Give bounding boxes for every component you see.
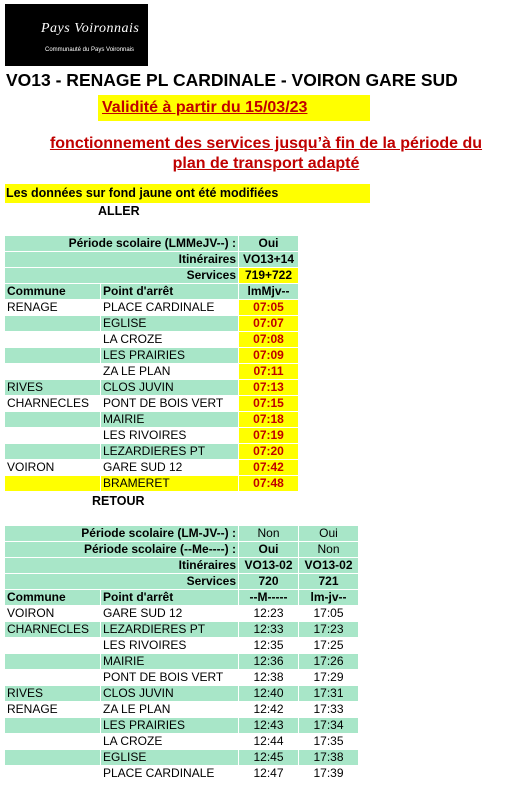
retour-time1-cell: 12:38 (239, 670, 299, 686)
retour-itineraires-value-2: VO13-02 (299, 558, 359, 574)
aller-commune-cell (5, 348, 101, 364)
retour-table-row (5, 766, 359, 782)
retour-commune-cell (5, 654, 101, 670)
aller-commune-cell (5, 412, 101, 428)
aller-commune-cell (5, 428, 101, 444)
page-title: VO13 - RENAGE PL CARDINALE - VOIRON GARE SUD (6, 70, 458, 90)
aller-commune-cell (5, 444, 101, 460)
retour-time1-cell: 12:36 (239, 654, 299, 670)
retour-commune-cell (5, 638, 101, 654)
retour-time2-cell: 17:25 (299, 638, 359, 654)
aller-time-cell: 07:11 (239, 364, 299, 380)
retour-commune-cell (5, 670, 101, 686)
retour-arret-cell: ZA LE PLAN (101, 702, 239, 718)
aller-commune-cell (5, 332, 101, 348)
retour-time1-cell: 12:47 (239, 766, 299, 782)
aller-commune-cell: RENAGE (5, 300, 101, 316)
aller-services-value: 719+722 (239, 268, 299, 284)
aller-periode-label: Période scolaire (LMMeJV--) : (5, 236, 239, 252)
aller-periode-value: Oui (239, 236, 299, 252)
retour-table-row (5, 718, 359, 734)
retour-arret-cell: LES PRAIRIES (101, 718, 239, 734)
retour-services-label: Services (5, 574, 239, 590)
retour-time1-cell: 12:45 (239, 750, 299, 766)
retour-table-row (5, 734, 359, 750)
aller-table-row (5, 364, 299, 380)
retour-col-days-2: lm-jv-- (299, 590, 359, 606)
aller-col-days: lmMjv-- (239, 284, 299, 300)
retour-arret-cell: LA CROZE (101, 734, 239, 750)
aller-time-cell: 07:19 (239, 428, 299, 444)
retour-col-commune: Commune (5, 590, 101, 606)
aller-time-cell: 07:13 (239, 380, 299, 396)
retour-periode1-value-2: Oui (299, 526, 359, 542)
modified-data-note: Les données sur fond jaune ont été modifiées (5, 184, 370, 203)
retour-time2-cell: 17:38 (299, 750, 359, 766)
retour-table-row (5, 702, 359, 718)
retour-periode2-value-2: Non (299, 542, 359, 558)
retour-commune-cell: VOIRON (5, 606, 101, 622)
aller-table-row (5, 396, 299, 412)
retour-arret-cell: CLOS JUVIN (101, 686, 239, 702)
retour-table-row (5, 622, 359, 638)
retour-time2-cell: 17:29 (299, 670, 359, 686)
aller-table-row (5, 348, 299, 364)
aller-time-cell: 07:09 (239, 348, 299, 364)
aller-itineraires-label: Itinéraires (5, 252, 239, 268)
retour-arret-cell: GARE SUD 12 (101, 606, 239, 622)
retour-time1-cell: 12:44 (239, 734, 299, 750)
aller-table-row (5, 380, 299, 396)
aller-time-cell: 07:07 (239, 316, 299, 332)
aller-arret-cell: EGLISE (101, 316, 239, 332)
retour-arret-cell: PONT DE BOIS VERT (101, 670, 239, 686)
aller-arret-cell: LA CROZE (101, 332, 239, 348)
retour-table-row (5, 670, 359, 686)
aller-timetable (4, 235, 299, 492)
aller-time-cell: 07:20 (239, 444, 299, 460)
aller-arret-cell: PONT DE BOIS VERT (101, 396, 239, 412)
retour-commune-cell (5, 750, 101, 766)
aller-commune-cell (5, 476, 101, 492)
service-notice-line1: fonctionnement des services jusqu’à fin de la période du (49, 135, 483, 152)
aller-itineraires-value: VO13+14 (239, 252, 299, 268)
retour-label: RETOUR (92, 494, 145, 508)
aller-label: ALLER (98, 204, 140, 218)
retour-time1-cell: 12:23 (239, 606, 299, 622)
aller-arret-cell: LES PRAIRIES (101, 348, 239, 364)
retour-arret-cell: LES RIVOIRES (101, 638, 239, 654)
logo-text: Pays Voironnais (41, 21, 140, 36)
aller-table-row (5, 428, 299, 444)
retour-time2-cell: 17:31 (299, 686, 359, 702)
aller-arret-cell: PLACE CARDINALE (101, 300, 239, 316)
validity-banner: Validité à partir du 15/03/23 (98, 95, 370, 121)
aller-time-cell: 07:48 (239, 476, 299, 492)
aller-table-row (5, 300, 299, 316)
retour-commune-cell: CHARNECLES (5, 622, 101, 638)
retour-arret-cell: MAIRIE (101, 654, 239, 670)
retour-time2-cell: 17:05 (299, 606, 359, 622)
aller-arret-cell: CLOS JUVIN (101, 380, 239, 396)
aller-table-row (5, 316, 299, 332)
retour-services-value-2: 721 (299, 574, 359, 590)
aller-time-cell: 07:42 (239, 460, 299, 476)
retour-time2-cell: 17:33 (299, 702, 359, 718)
aller-time-cell: 07:18 (239, 412, 299, 428)
aller-arret-cell: GARE SUD 12 (101, 460, 239, 476)
retour-time1-cell: 12:42 (239, 702, 299, 718)
aller-arret-cell: ZA LE PLAN (101, 364, 239, 380)
aller-commune-cell (5, 316, 101, 332)
retour-periode1-value-1: Non (239, 526, 299, 542)
retour-arret-cell: EGLISE (101, 750, 239, 766)
retour-table-row (5, 654, 359, 670)
aller-commune-cell: VOIRON (5, 460, 101, 476)
aller-arret-cell: LES RIVOIRES (101, 428, 239, 444)
service-notice-line2: plan de transport adapté (172, 155, 360, 172)
retour-time2-cell: 17:23 (299, 622, 359, 638)
aller-table-row (5, 444, 299, 460)
aller-services-label: Services (5, 268, 239, 284)
logo-subtitle: Communauté du Pays Voironnais (45, 47, 135, 53)
aller-table-row (5, 412, 299, 428)
retour-periode1-label: Période scolaire (LM-JV--) : (5, 526, 239, 542)
aller-table-row (5, 332, 299, 348)
retour-time1-cell: 12:43 (239, 718, 299, 734)
retour-col-days-1: --M----- (239, 590, 299, 606)
retour-table-row (5, 638, 359, 654)
aller-arret-cell: BRAMERET (101, 476, 239, 492)
retour-periode2-value-1: Oui (239, 542, 299, 558)
aller-table-row (5, 476, 299, 492)
aller-col-arret: Point d'arrêt (101, 284, 239, 300)
retour-itineraires-label: Itinéraires (5, 558, 239, 574)
aller-commune-cell: CHARNECLES (5, 396, 101, 412)
retour-time1-cell: 12:40 (239, 686, 299, 702)
retour-table-row (5, 750, 359, 766)
retour-time1-cell: 12:33 (239, 622, 299, 638)
retour-commune-cell: RIVES (5, 686, 101, 702)
aller-time-cell: 07:05 (239, 300, 299, 316)
aller-time-cell: 07:15 (239, 396, 299, 412)
retour-services-value-1: 720 (239, 574, 299, 590)
aller-arret-cell: MAIRIE (101, 412, 239, 428)
aller-commune-cell (5, 364, 101, 380)
retour-time2-cell: 17:26 (299, 654, 359, 670)
retour-commune-cell (5, 734, 101, 750)
aller-commune-cell: RIVES (5, 380, 101, 396)
retour-commune-cell (5, 766, 101, 782)
retour-table-row (5, 606, 359, 622)
retour-time1-cell: 12:35 (239, 638, 299, 654)
retour-time2-cell: 17:35 (299, 734, 359, 750)
logo (5, 4, 148, 66)
retour-commune-cell (5, 718, 101, 734)
retour-periode2-label: Période scolaire (--Me----) : (5, 542, 239, 558)
aller-table-row (5, 460, 299, 476)
retour-arret-cell: LEZARDIERES PT (101, 622, 239, 638)
aller-col-commune: Commune (5, 284, 101, 300)
retour-time2-cell: 17:34 (299, 718, 359, 734)
retour-itineraires-value-1: VO13-02 (239, 558, 299, 574)
aller-arret-cell: LEZARDIERES PT (101, 444, 239, 460)
retour-col-arret: Point d'arrêt (101, 590, 239, 606)
aller-time-cell: 07:08 (239, 332, 299, 348)
retour-arret-cell: PLACE CARDINALE (101, 766, 239, 782)
retour-table-row (5, 686, 359, 702)
retour-timetable (4, 525, 359, 782)
retour-commune-cell: RENAGE (5, 702, 101, 718)
retour-time2-cell: 17:39 (299, 766, 359, 782)
